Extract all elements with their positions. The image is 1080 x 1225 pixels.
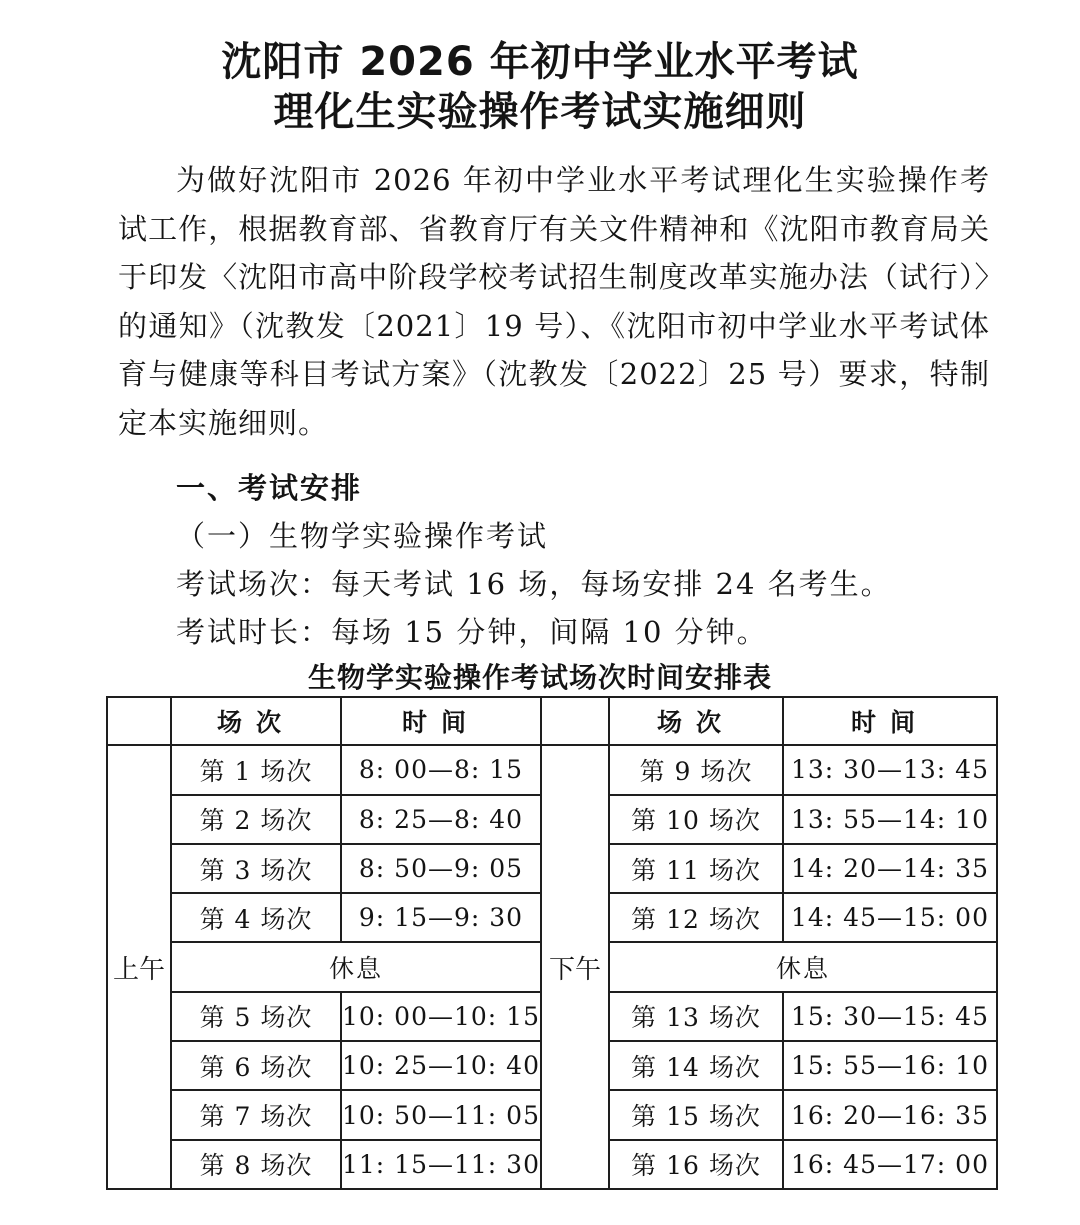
pm-session-cell: 第 11 场次 bbox=[609, 844, 783, 893]
header-empty-cell-pm bbox=[541, 697, 609, 745]
am-session-cell: 第 6 场次 bbox=[171, 1041, 341, 1090]
am-break-cell: 休息 bbox=[171, 942, 541, 991]
pm-break-cell: 休息 bbox=[609, 942, 997, 991]
header-time-am: 时间 bbox=[341, 697, 541, 745]
am-session-cell: 第 8 场次 bbox=[171, 1140, 341, 1189]
pm-time-cell: 14: 20—14: 35 bbox=[783, 844, 997, 893]
pm-time-cell: 15: 30—15: 45 bbox=[783, 992, 997, 1041]
exam-sessions-line: 考试场次：每天考试 16 场，每场安排 24 名考生。 bbox=[176, 567, 892, 601]
doc-title-line2: 理化生实验操作考试实施细则 bbox=[273, 89, 807, 135]
pm-time-cell: 13: 55—14: 10 bbox=[783, 795, 997, 844]
intro-paragraph: 为做好沈阳市 2026 年初中学业水平考试理化生实验操作考试工作，根据教育部、省教育厅有关文件精神和《沈阳市教育局关于印发〈沈阳市高中阶段学校考试招生制度改革实施办法（试行）〉的通知》（沈教发〔2021〕19 号）、《沈阳市初中学业水平考试体育与健康等科目考试方案》（沈教发〔2022〕25 号）要求，特制定本实施细则。 bbox=[118, 163, 990, 440]
am-session-cell: 第 1 场次 bbox=[171, 745, 341, 794]
am-session-cell: 第 2 场次 bbox=[171, 795, 341, 844]
doc-title-line1: 沈阳市 2026 年初中学业水平考试 bbox=[221, 39, 859, 85]
pm-session-cell: 第 16 场次 bbox=[609, 1140, 783, 1189]
table-row bbox=[107, 745, 997, 794]
schedule-table bbox=[106, 696, 998, 1190]
afternoon-label: 下午 bbox=[541, 745, 609, 1189]
exam-duration-line: 考试时长：每场 15 分钟，间隔 10 分钟。 bbox=[176, 615, 768, 649]
pm-time-cell: 13: 30—13: 45 bbox=[783, 745, 997, 794]
subsection-heading-biology: （一）生物学实验操作考试 bbox=[176, 519, 549, 553]
header-session-pm: 场次 bbox=[609, 697, 783, 745]
pm-session-cell: 第 13 场次 bbox=[609, 992, 783, 1041]
am-session-cell: 第 3 场次 bbox=[171, 844, 341, 893]
pm-session-cell: 第 10 场次 bbox=[609, 795, 783, 844]
section-heading-exam-arrangement: 一、考试安排 bbox=[176, 471, 363, 505]
am-time-cell: 10: 25—10: 40 bbox=[341, 1041, 541, 1090]
pm-session-cell: 第 9 场次 bbox=[609, 745, 783, 794]
am-time-cell: 8: 50—9: 05 bbox=[341, 844, 541, 893]
am-time-cell: 10: 50—11: 05 bbox=[341, 1090, 541, 1139]
pm-time-cell: 16: 45—17: 00 bbox=[783, 1140, 997, 1189]
am-time-cell: 9: 15—9: 30 bbox=[341, 893, 541, 942]
morning-label: 上午 bbox=[107, 745, 171, 1189]
header-time-pm: 时间 bbox=[783, 697, 997, 745]
pm-session-cell: 第 12 场次 bbox=[609, 893, 783, 942]
am-session-cell: 第 5 场次 bbox=[171, 992, 341, 1041]
header-empty-cell-am bbox=[107, 697, 171, 745]
pm-time-cell: 15: 55—16: 10 bbox=[783, 1041, 997, 1090]
pm-session-cell: 第 15 场次 bbox=[609, 1090, 783, 1139]
am-time-cell: 8: 25—8: 40 bbox=[341, 795, 541, 844]
pm-time-cell: 16: 20—16: 35 bbox=[783, 1090, 997, 1139]
header-session-am: 场次 bbox=[171, 697, 341, 745]
am-time-cell: 8: 00—8: 15 bbox=[341, 745, 541, 794]
table-header-row bbox=[107, 697, 997, 745]
table-caption: 生物学实验操作考试场次时间安排表 bbox=[307, 661, 772, 694]
pm-session-cell: 第 14 场次 bbox=[609, 1041, 783, 1090]
am-session-cell: 第 4 场次 bbox=[171, 893, 341, 942]
am-time-cell: 11: 15—11: 30 bbox=[341, 1140, 541, 1189]
pm-time-cell: 14: 45—15: 00 bbox=[783, 893, 997, 942]
am-time-cell: 10: 00—10: 15 bbox=[341, 992, 541, 1041]
am-session-cell: 第 7 场次 bbox=[171, 1090, 341, 1139]
